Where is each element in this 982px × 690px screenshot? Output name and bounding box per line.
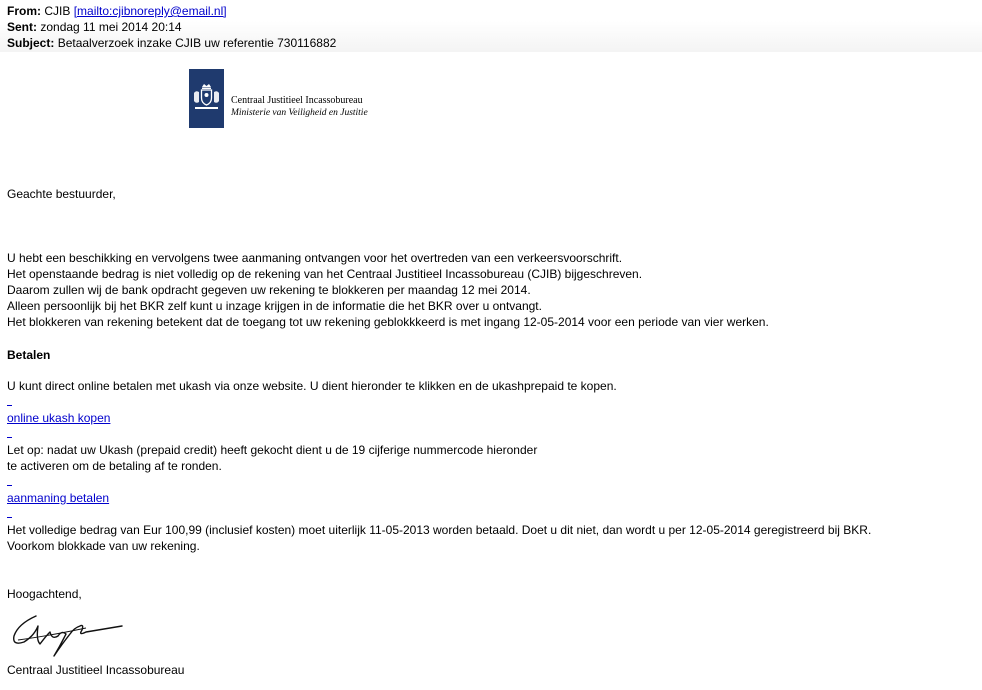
logo-emblem-box	[189, 69, 224, 128]
greeting: Geachte bestuurder,	[7, 187, 116, 201]
subject-line	[7, 35, 336, 51]
cjib-logo	[189, 69, 389, 129]
sent-line	[7, 19, 182, 35]
paragraph-line: Het blokkeren van rekening betekent dat de toegang tot uw rekening geblokkkeerd is met ingang 12-05-2014 voor een periode van vier werken.	[7, 315, 769, 329]
closing: Hoogachtend,	[7, 587, 82, 601]
paragraph-line: U hebt een beschikking en vervolgens twee aanmaning ontvangen voor het overtreden van een verkeersvoorschrift.	[7, 251, 623, 265]
online-ukash-kopen-link[interactable]: online ukash kopen	[7, 411, 111, 425]
from-name: CJIB	[44, 4, 71, 18]
paragraph-line: Daarom zullen wij de bank opdracht gegeven uw rekening te blokkeren per maandag 12 mei 2014.	[7, 283, 531, 297]
link-marker	[7, 517, 12, 518]
coat-of-arms-icon	[192, 84, 221, 112]
final-line: Voorkom blokkade van uw rekening.	[7, 539, 200, 553]
paragraph-line: Alleen persoonlijk bij het BKR zelf kunt u inzage krijgen in de informatie die het BKR over u ontvangt.	[7, 299, 542, 313]
signature-image	[8, 606, 128, 658]
final-line: Het volledige bedrag van Eur 100,99 (inclusief kosten) moet uiterlijk 11-05-2013 worden betaald. Doet u dit niet, dan wordt u per 12-05-2014 geregistreerd bij BKR.	[7, 523, 872, 537]
logo-org-name: Centraal Justitieel Incassobureau	[231, 95, 363, 106]
from-email-link[interactable]: [mailto:cjibnoreply@email.nl]	[73, 4, 227, 18]
note-line: te activeren om de betaling af te ronden.	[7, 459, 222, 473]
from-line	[7, 3, 227, 19]
sent-label: Sent:	[7, 20, 37, 34]
sent-value: zondag 11 mei 2014 20:14	[40, 20, 182, 34]
logo-ministry: Ministerie van Veiligheid en Justitie	[231, 108, 368, 118]
subject-value: Betaalverzoek inzake CJIB uw referentie 730116882	[57, 36, 337, 50]
pay-instructions: U kunt direct online betalen met ukash via onze website. U dient hieronder te klikken en de ukashprepaid te kopen.	[7, 379, 617, 393]
aanmaning-betalen-link[interactable]: aanmaning betalen	[7, 491, 110, 505]
paragraph-line: Het openstaande bedrag is niet volledig op de rekening van het Centraal Justitieel Incassobureau (CJIB) bijgeschreven.	[7, 267, 643, 281]
section-heading-betalen: Betalen	[7, 348, 51, 362]
sender-name: Centraal Justitieel Incassobureau	[7, 663, 185, 677]
note-line: Let op: nadat uw Ukash (prepaid credit) heeft gekocht dient u de 19 cijferige nummercode hieronder	[7, 443, 538, 457]
link-marker	[7, 485, 12, 486]
from-label: From:	[7, 4, 41, 18]
link-marker	[7, 405, 12, 406]
link-marker	[7, 437, 12, 438]
subject-label: Subject:	[7, 36, 55, 50]
